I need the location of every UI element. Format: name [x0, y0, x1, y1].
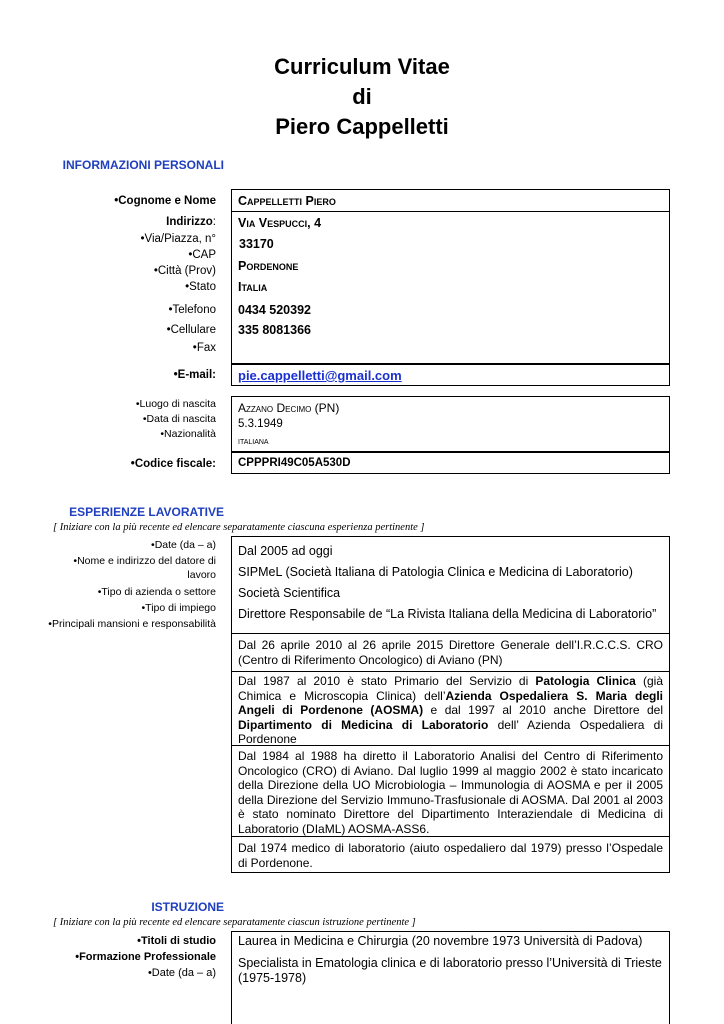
label-duties: •Principali mansioni e responsabilità: [48, 618, 216, 630]
label-cap: •CAP: [188, 249, 216, 261]
label-nationality: •Nazionalità: [160, 428, 216, 440]
divider: [232, 633, 669, 634]
divider: [232, 671, 669, 672]
birth-box: [231, 396, 670, 452]
label-degrees: •Titoli di studio: [137, 935, 216, 947]
divider: [232, 745, 669, 746]
experience-first-dates: Dal 2005 ad oggi: [238, 544, 333, 558]
label-dates: •Date (da – a): [151, 539, 216, 551]
cap-value: 33170: [239, 237, 274, 251]
experience-first-sector: Società Scientifica: [238, 586, 341, 600]
experience-first: [238, 541, 656, 625]
tax-value: CPPPRI49C05A530D: [238, 457, 351, 469]
contact-box: [231, 212, 670, 364]
label-birthplace: •Luogo di nascita: [135, 398, 216, 410]
nationality-value: italiana: [238, 435, 269, 447]
experience-first-role: Direttore Responsabile de “La Rivista Italiana della Medicina di Laboratorio”: [238, 607, 657, 621]
experience-fourth: Dal 1984 al 1988 ha diretto il Laboratorio Analisi del Centro di Riferimento Oncologico (CRO) di Aviano. Dal luglio 1999 al maggio 2002 è stato incaricato della Direzione della UO Microbiologia – Immunologia di AOSMA e per il 2005 della Direzione del Servizio Immuno-Trasfusionale di AOSMA. Dal 2001 al 2003 è stato nominato Direttore del Dipartimento Interaziendale di Medicina di Laboratorio (DIaML) AOSMA-ASS6.: [238, 749, 663, 836]
name-value: Cappelletti Piero: [238, 194, 336, 208]
label-tax: •Codice fiscale:: [130, 458, 216, 470]
section-title-experience: ESPERIENZE LAVORATIVE: [69, 505, 224, 519]
experience-second: Dal 26 aprile 2010 al 26 aprile 2015 Direttore Generale dell’I.R.C.C.S. CRO (Centro di Riferimento Oncologico) di Aviano (PN): [238, 638, 663, 667]
label-street: •Via/Piazza, n°: [140, 233, 216, 245]
label-email: •E-mail:: [173, 369, 216, 381]
label-employer: •Nome e indirizzo del datore di: [73, 555, 216, 567]
email-box: [231, 364, 670, 386]
education-entry-years: (1975-1978): [238, 971, 307, 985]
cv-title: [0, 52, 724, 142]
title-line-2: di: [352, 84, 372, 109]
label-birthdate: •Data di nascita: [142, 413, 216, 425]
experience-fifth: Dal 1974 medico di laboratorio (aiuto ospedaliero dal 1979) presso l’Ospedale di Pordenone.: [238, 841, 663, 870]
section-title-personal: INFORMAZIONI PERSONALI: [62, 158, 224, 172]
tax-box: [231, 452, 670, 474]
label-city: •Città (Prov): [153, 265, 216, 277]
phone-value: 0434 520392: [238, 303, 311, 317]
education-entry-specialization: Specialista in Ematologia clinica e di laboratorio presso l’Università di Trieste: [238, 956, 662, 970]
label-phone: •Telefono: [168, 304, 216, 316]
experience-first-employer: SIPMeL (Società Italiana di Patologia Clinica e Medicina di Laboratorio): [238, 565, 633, 579]
label-job-type: •Tipo di impiego: [141, 602, 216, 614]
mobile-value: 335 8081366: [238, 323, 311, 337]
label-name: •Cognome e Nome: [114, 195, 216, 207]
label-country: •Stato: [185, 281, 216, 293]
street-value: Via Vespucci, 4: [238, 216, 322, 230]
title-line-3: Piero Cappelletti: [275, 114, 449, 139]
label-mobile: •Cellulare: [166, 324, 216, 336]
label-training: •Formazione Professionale: [75, 951, 216, 963]
label-edu-dates: •Date (da – a): [147, 967, 216, 979]
name-box: [231, 189, 670, 212]
birthplace-value: Azzano Decimo (PN): [238, 401, 340, 415]
education-note: [ Iniziare con la più recente ed elencare separatamente ciascun istruzione pertinente ]: [53, 917, 416, 928]
title-line-1: Curriculum Vitae: [274, 54, 450, 79]
experience-note: [ Iniziare con la più recente ed elencare separatamente ciascuna esperienza pertinente ]: [53, 522, 425, 533]
label-address: Indirizzo:: [166, 216, 216, 228]
experience-third: Dal 1987 al 2010 è stato Primario del Servizio di Patologia Clinica (già Chimica e Microscopia Clinica) dell’Azienda Ospedaliera S. Maria degli Angeli di Pordenone (AOSMA) e dal 1997 al 2010 anche Direttore del Dipartimento di Medicina di Laboratorio dell’ Azienda Ospedaliera di Pordenone: [238, 674, 664, 746]
label-sector: •Tipo di azienda o settore: [97, 586, 216, 598]
city-value: Pordenone: [238, 259, 299, 273]
education-box: [231, 931, 670, 1024]
country-value: Italia: [238, 280, 268, 294]
divider: [232, 836, 669, 837]
birthdate-value: 5.3.1949: [238, 418, 283, 430]
section-title-education: ISTRUZIONE: [151, 900, 224, 914]
label-fax: •Fax: [192, 342, 216, 354]
email-link[interactable]: pie.cappelletti@gmail.com: [238, 368, 402, 383]
education-entry-degree: Laurea in Medicina e Chirurgia (20 novembre 1973 Università di Padova): [238, 934, 643, 948]
experience-box: [231, 536, 670, 873]
label-employer-cont: lavoro: [187, 569, 216, 581]
